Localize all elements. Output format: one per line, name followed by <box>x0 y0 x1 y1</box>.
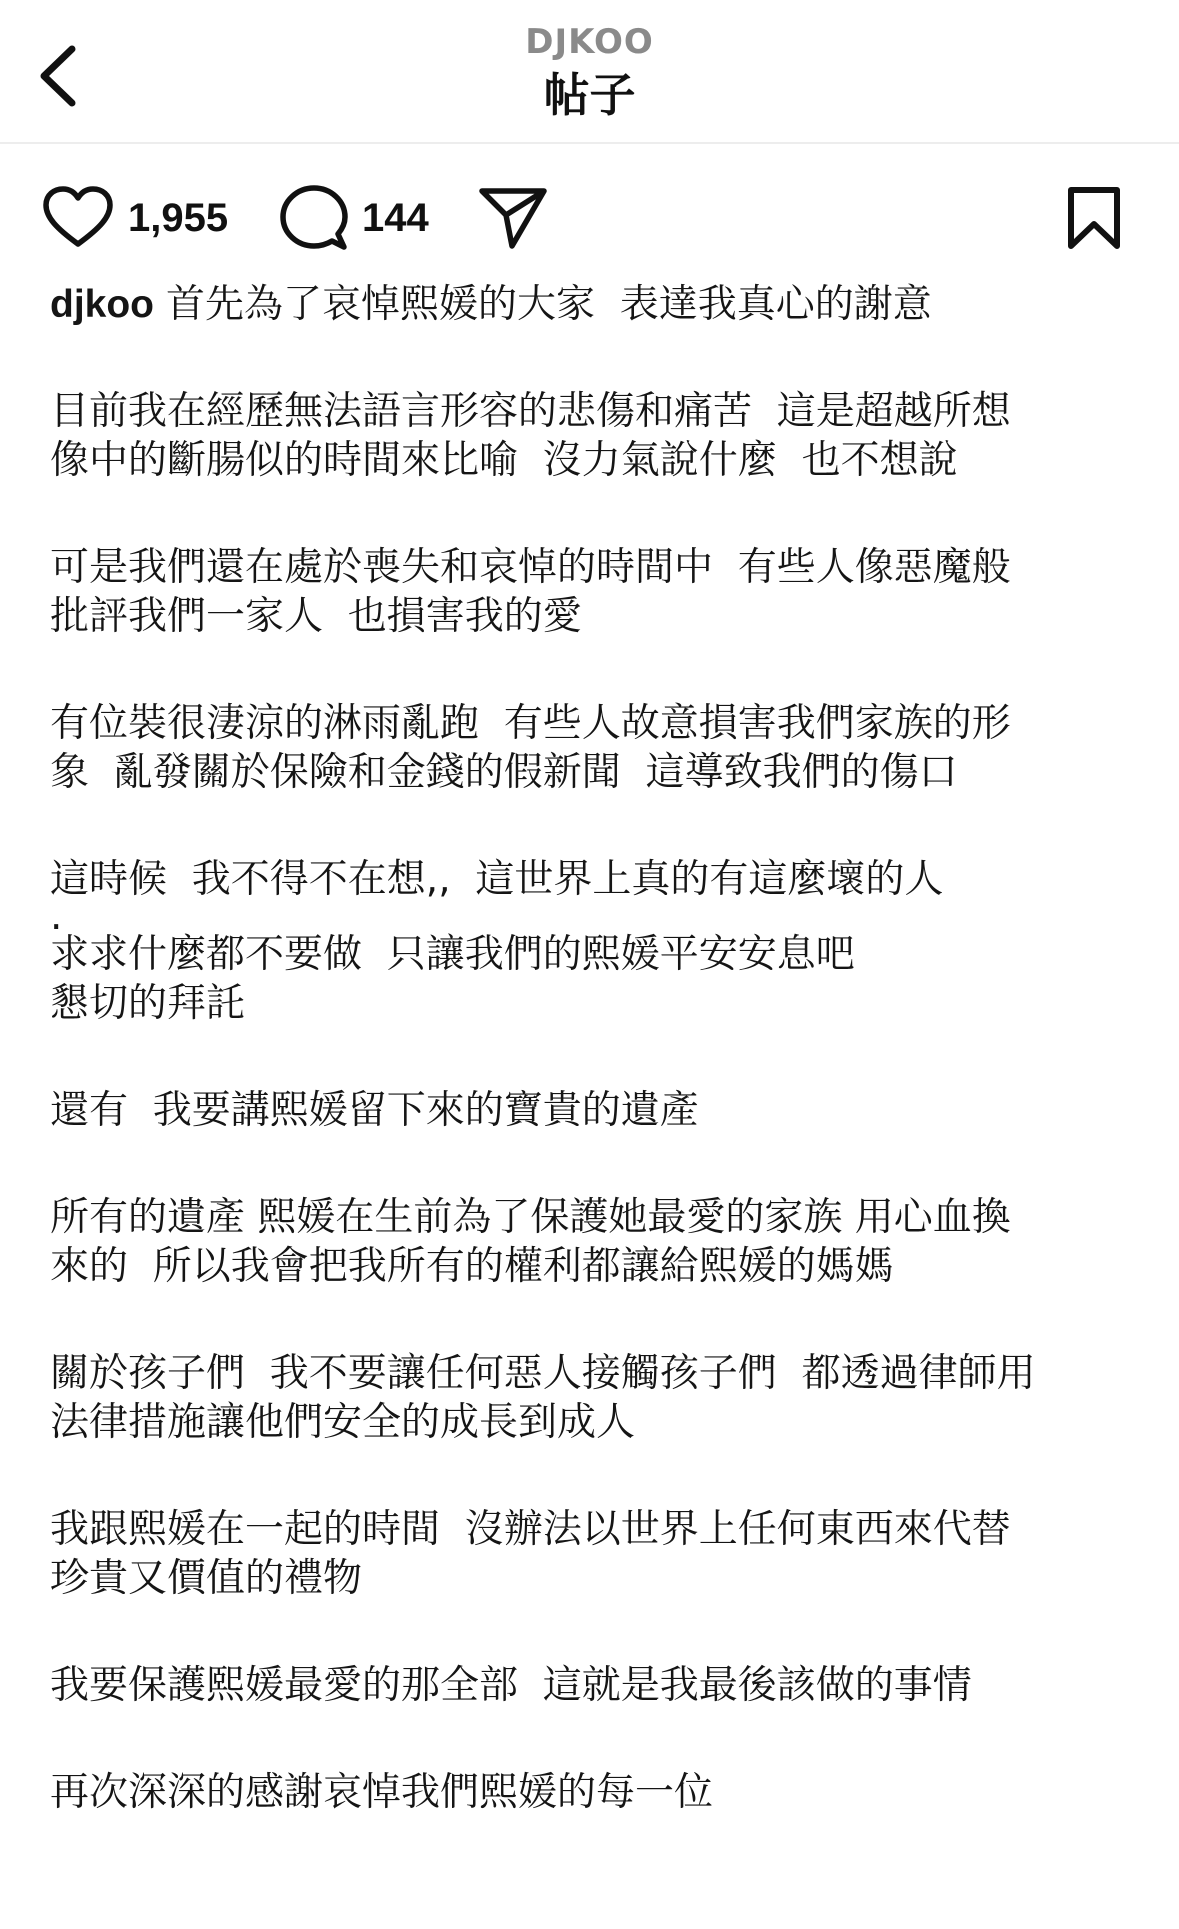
caption-first-text: 首先為了哀悼熙媛的大家 表達我真心的謝意 <box>166 282 932 327</box>
caption-paragraph: 所有的遺產 熙媛在生前為了保護她最愛的家族 用心血換 來的 所以我會把我所有的權利都讓給熙媛的媽媽 <box>50 1195 1011 1289</box>
caption-paragraph: 還有 我要講熙媛留下來的寶貴的遺產 <box>50 1088 699 1133</box>
post-header <box>0 0 1179 142</box>
caption-paragraph: 再次深深的感謝哀悼我們熙媛的每一位 <box>50 1770 714 1815</box>
caption-paragraph: 我要保護熙媛最愛的那全部 這就是我最後該做的事情 <box>50 1663 972 1708</box>
caption-paragraph: 我跟熙媛在一起的時間 沒辦法以世界上任何東西來代替 珍貴又價值的禮物 <box>50 1507 1011 1601</box>
post-actions-bar <box>0 170 1179 266</box>
page-title: 帖子 <box>543 68 636 122</box>
caption-paragraph: 這時候 我不得不在想,, 這世界上真的有這麼壞的人 <box>50 857 944 902</box>
caption-paragraph: 目前我在經歷無法語言形容的悲傷和痛苦 這是超越所想 像中的斷腸似的時間來比喻 沒力氣說什麼 也不想說 <box>50 389 1011 483</box>
caption-first-line <box>50 280 1140 329</box>
account-name[interactable]: DJKOO <box>525 22 654 62</box>
post-caption <box>50 280 1140 1817</box>
caption-dot: . <box>50 894 63 939</box>
like-count[interactable]: 1,955 <box>128 195 229 240</box>
caption-paragraph: 求求什麼都不要做 只讓我們的熙媛平安安息吧 懇切的拜託 <box>50 932 855 1026</box>
comment-bubble-icon <box>280 184 348 252</box>
comment-button[interactable] <box>280 170 429 266</box>
share-button[interactable] <box>478 170 548 266</box>
caption-username[interactable]: djkoo <box>50 283 154 326</box>
heart-icon <box>42 186 114 250</box>
bookmark-icon <box>1066 186 1122 250</box>
save-button[interactable] <box>1066 170 1122 266</box>
paper-plane-icon <box>478 186 548 250</box>
caption-paragraph: 可是我們還在處於喪失和哀悼的時間中 有些人像惡魔般 批評我們一家人 也損害我的愛 <box>50 545 1011 639</box>
header-divider <box>0 142 1179 144</box>
caption-paragraph: 有位裝很淒涼的淋雨亂跑 有些人故意損害我們家族的形 象 亂發關於保險和金錢的假新聞 這導致我們的傷口 <box>50 701 1011 795</box>
like-button[interactable] <box>42 170 228 266</box>
comment-count[interactable]: 144 <box>362 195 429 240</box>
caption-paragraph: 關於孩子們 我不要讓任何惡人接觸孩子們 都透過律師用 法律措施讓他們安全的成長到成人 <box>50 1351 1036 1445</box>
header-titles <box>0 18 1179 124</box>
